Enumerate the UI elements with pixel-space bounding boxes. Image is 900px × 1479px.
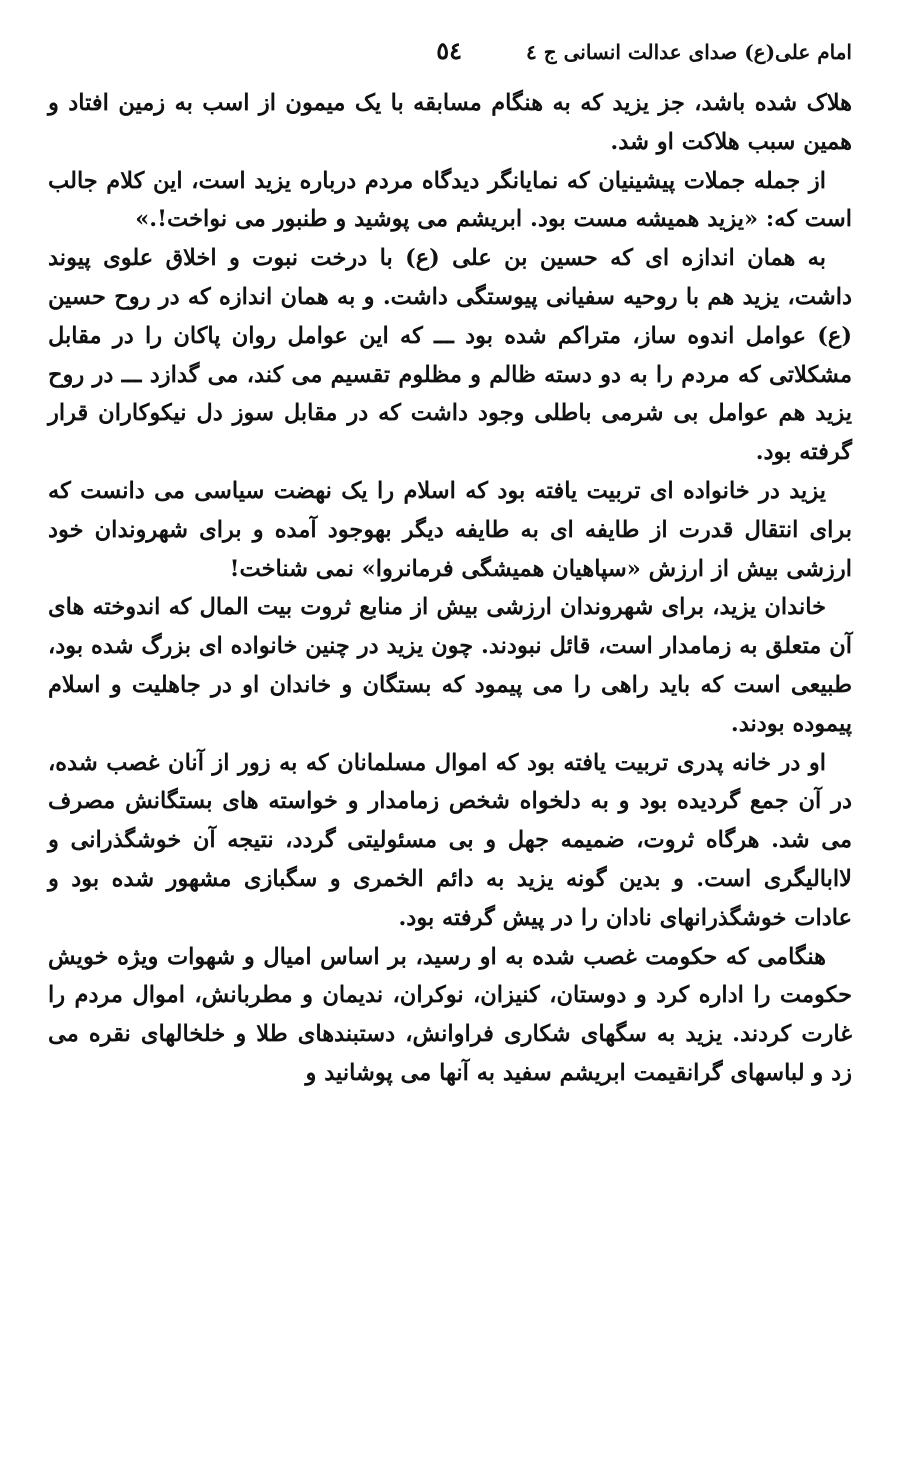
paragraph: هنگامی که حکومت غصب شده به او رسید، بر اساس امیال و شهوات ویژه خویش حکومت را اداره کرد و دوستان، کنیزان، نوکران، ندیمان و مطربانش، اموال مردم را غارت کردند. یزید به سگهای شکاری فراوانش، دستبندهای طلا و خلخالهای نقره می زد و لباسهای گرانقیمت ابریشم سفید به آنها می پوشانید و: [48, 943, 852, 1086]
page-number: ٥٤: [436, 36, 462, 65]
paragraph: او در خانه پدری تربیت یافته بود که اموال مسلمانان که به زور از آنان غصب شده، در آن جمع گردیده بود و به دلخواه شخص زمامدار و خواسته های بستگانش مصرف می شد. هرگاه ثروت، ضمیمه جهل و بی مسئولیتی گردد، نتیجه آن خوشگذرانی و لاابالیگری است. و بدین گونه یزید به دائم الخمری و سگبازی مشهور شده بود و عادات خوشگذرانهای نادان را در پیش گرفته بود.: [48, 749, 852, 931]
paragraph: به همان اندازه ای که حسین بن علی (ع) با درخت نبوت و اخلاق علوی پیوند داشت، یزید هم با روحیه سفیانی پیوستگی داشت. و به همان اندازه که در روح حسین (ع) عوامل اندوه ساز، متراکم شده بود ـــ که این عوامل روان پاکان را در مقابل مشکلاتی که مردم را به دو دسته ظالم و مظلوم تقسیم می کند، می گدازد ـــ در روح یزید هم عوامل بی شرمی باطلی وجود داشت که در مقابل سوز دل نیکوکاران قرار گرفته بود.: [48, 245, 852, 466]
paragraph: یزید در خانواده ای تربیت یافته بود که اسلام را یک نهضت سیاسی می دانست که برای انتقال قدرت از طایفه ای به طایفه دیگر بهوجود آمده و برای شهروندان خود ارزشی بیش از ارزش «سپاهیان همیشگی فرمانروا» نمی شناخت!: [48, 477, 852, 582]
paragraph: خاندان یزید، برای شهروندان ارزشی بیش از منابع ثروت بیت المال که اندوخته های آن متعلق به زمامدار است، قائل نبودند. چون یزید در چنین خانواده ای بزرگ شده بود، طبیعی است که باید راهی را می پیمود که بستگان و خاندان او در جاهلیت و اسلام پیموده بودند.: [48, 594, 852, 737]
body-text: [48, 84, 852, 1093]
running-title: امام علی(ع) صدای عدالت انسانی ج ٤: [526, 40, 852, 64]
page-header: [48, 36, 852, 72]
paragraph-continuation: هلاک شده باشد، جز یزید که به هنگام مسابقه با یک میمون از اسب به زمین افتاد و همین سبب هلاکت او شد.: [48, 90, 852, 155]
paragraph: از جمله جملات پیشینیان که نمایانگر دیدگاه مردم درباره یزید است، این کلام جالب است که: «یزید همیشه مست بود. ابریشم می پوشید و طنبور می نواخت!.»: [48, 167, 852, 233]
